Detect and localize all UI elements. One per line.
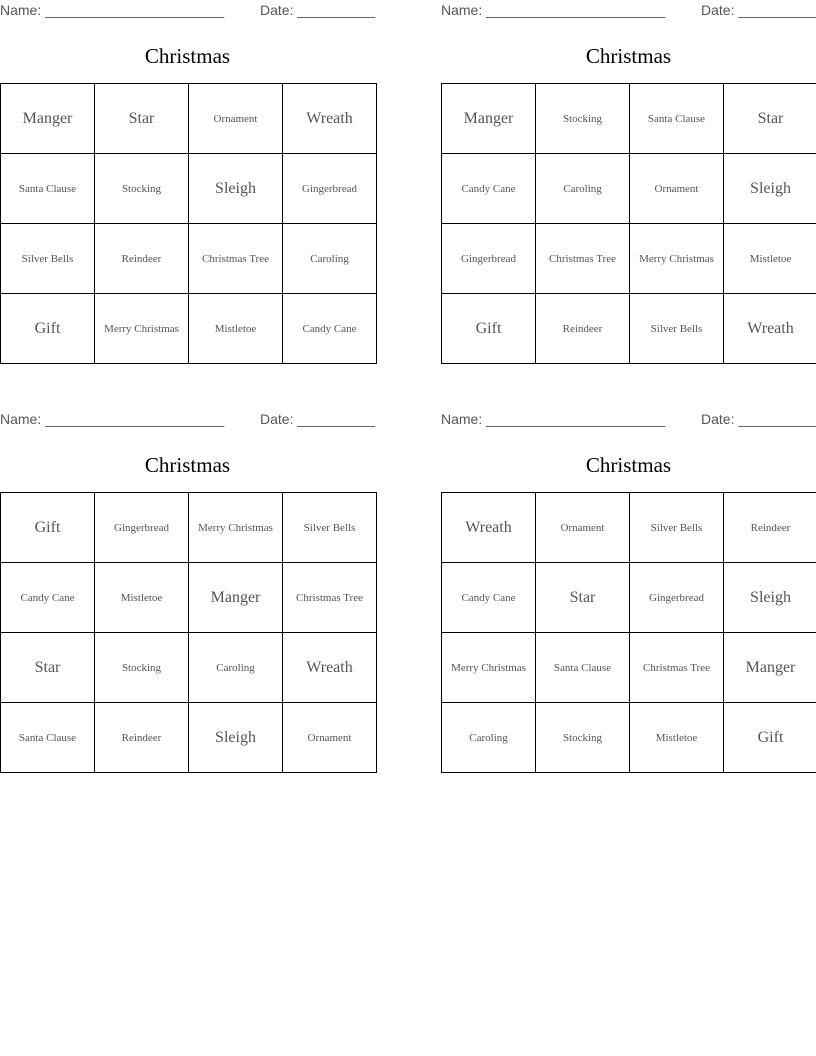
grid-cell: Wreath bbox=[283, 633, 377, 703]
grid-cell: Sleigh bbox=[724, 563, 816, 633]
grid-cell: Mistletoe bbox=[189, 294, 283, 364]
grid-cell: Reindeer bbox=[95, 703, 189, 773]
grid-cell: Reindeer bbox=[536, 294, 630, 364]
bingo-grid bbox=[441, 83, 816, 364]
grid-cell: Candy Cane bbox=[1, 563, 95, 633]
grid-cell: Wreath bbox=[724, 294, 816, 364]
grid-cell: Merry Christmas bbox=[630, 224, 724, 294]
grid-cell: Caroling bbox=[536, 154, 630, 224]
name-line: Name: _______________________ bbox=[441, 411, 666, 427]
grid-cell: Candy Cane bbox=[442, 154, 536, 224]
grid-cell: Merry Christmas bbox=[442, 633, 536, 703]
grid-cell: Caroling bbox=[189, 633, 283, 703]
grid-cell: Christmas Tree bbox=[536, 224, 630, 294]
grid-cell: Silver Bells bbox=[630, 294, 724, 364]
grid-cell: Mistletoe bbox=[630, 703, 724, 773]
grid-cell: Gift bbox=[1, 294, 95, 364]
grid-cell: Reindeer bbox=[95, 224, 189, 294]
grid-cell: Gift bbox=[724, 703, 816, 773]
grid-row bbox=[1, 224, 377, 294]
grid-row bbox=[1, 633, 377, 703]
grid-cell: Santa Clause bbox=[536, 633, 630, 703]
grid-cell: Gingerbread bbox=[630, 563, 724, 633]
grid-row bbox=[442, 224, 816, 294]
grid-row bbox=[1, 84, 377, 154]
grid-row bbox=[442, 563, 816, 633]
grid-row bbox=[442, 84, 816, 154]
grid-cell: Mistletoe bbox=[95, 563, 189, 633]
grid-cell: Ornament bbox=[283, 703, 377, 773]
bingo-grid bbox=[0, 83, 377, 364]
date-line: Date: __________ bbox=[701, 2, 816, 18]
grid-row bbox=[442, 154, 816, 224]
grid-cell: Gingerbread bbox=[95, 493, 189, 563]
grid-cell: Ornament bbox=[189, 84, 283, 154]
grid-cell: Wreath bbox=[283, 84, 377, 154]
grid-cell: Gift bbox=[1, 493, 95, 563]
grid-cell: Stocking bbox=[536, 703, 630, 773]
grid-cell: Manger bbox=[442, 84, 536, 154]
grid-cell: Merry Christmas bbox=[95, 294, 189, 364]
grid-row bbox=[1, 294, 377, 364]
name-line: Name: _______________________ bbox=[0, 411, 225, 427]
grid-cell: Candy Cane bbox=[442, 563, 536, 633]
grid-cell: Gingerbread bbox=[442, 224, 536, 294]
grid-cell: Sleigh bbox=[189, 154, 283, 224]
name-line: Name: _______________________ bbox=[0, 2, 225, 18]
grid-cell: Gift bbox=[442, 294, 536, 364]
date-line: Date: __________ bbox=[701, 411, 816, 427]
grid-row bbox=[1, 563, 377, 633]
card-title: Christmas bbox=[144, 453, 231, 477]
grid-row bbox=[442, 294, 816, 364]
bingo-grid bbox=[441, 492, 816, 773]
grid-cell: Silver Bells bbox=[283, 493, 377, 563]
grid-cell: Reindeer bbox=[724, 493, 816, 563]
card-title: Christmas bbox=[585, 453, 672, 477]
grid-cell: Silver Bells bbox=[630, 493, 724, 563]
grid-cell: Manger bbox=[724, 633, 816, 703]
grid-cell: Gingerbread bbox=[283, 154, 377, 224]
grid-cell: Manger bbox=[1, 84, 95, 154]
grid-cell: Ornament bbox=[536, 493, 630, 563]
grid-cell: Star bbox=[1, 633, 95, 703]
grid-cell: Sleigh bbox=[189, 703, 283, 773]
grid-cell: Star bbox=[724, 84, 816, 154]
grid-cell: Sleigh bbox=[724, 154, 816, 224]
grid-cell: Santa Clause bbox=[1, 703, 95, 773]
grid-cell: Christmas Tree bbox=[630, 633, 724, 703]
grid-cell: Manger bbox=[189, 563, 283, 633]
date-line: Date: __________ bbox=[260, 411, 376, 427]
grid-cell: Christmas Tree bbox=[283, 563, 377, 633]
grid-cell: Ornament bbox=[630, 154, 724, 224]
grid-row bbox=[1, 493, 377, 563]
grid-row bbox=[442, 493, 816, 563]
bingo-card-4 bbox=[441, 409, 816, 774]
grid-cell: Silver Bells bbox=[1, 224, 95, 294]
grid-cell: Star bbox=[95, 84, 189, 154]
grid-cell: Santa Clause bbox=[1, 154, 95, 224]
grid-row bbox=[442, 703, 816, 773]
grid-cell: Merry Christmas bbox=[189, 493, 283, 563]
grid-cell: Wreath bbox=[442, 493, 536, 563]
grid-cell: Stocking bbox=[95, 633, 189, 703]
date-line: Date: __________ bbox=[260, 2, 376, 18]
card-title: Christmas bbox=[144, 44, 231, 68]
grid-cell: Christmas Tree bbox=[189, 224, 283, 294]
grid-row bbox=[1, 703, 377, 773]
grid-row bbox=[442, 633, 816, 703]
bingo-card-3 bbox=[0, 409, 375, 774]
grid-cell: Mistletoe bbox=[724, 224, 816, 294]
grid-cell: Caroling bbox=[442, 703, 536, 773]
bingo-grid bbox=[0, 492, 377, 773]
name-line: Name: _______________________ bbox=[441, 2, 666, 18]
bingo-card-2 bbox=[441, 0, 816, 365]
grid-cell: Candy Cane bbox=[283, 294, 377, 364]
grid-cell: Santa Clause bbox=[630, 84, 724, 154]
bingo-card-1 bbox=[0, 0, 375, 365]
card-title: Christmas bbox=[585, 44, 672, 68]
grid-cell: Stocking bbox=[536, 84, 630, 154]
grid-cell: Stocking bbox=[95, 154, 189, 224]
grid-row bbox=[1, 154, 377, 224]
grid-cell: Caroling bbox=[283, 224, 377, 294]
grid-cell: Star bbox=[536, 563, 630, 633]
